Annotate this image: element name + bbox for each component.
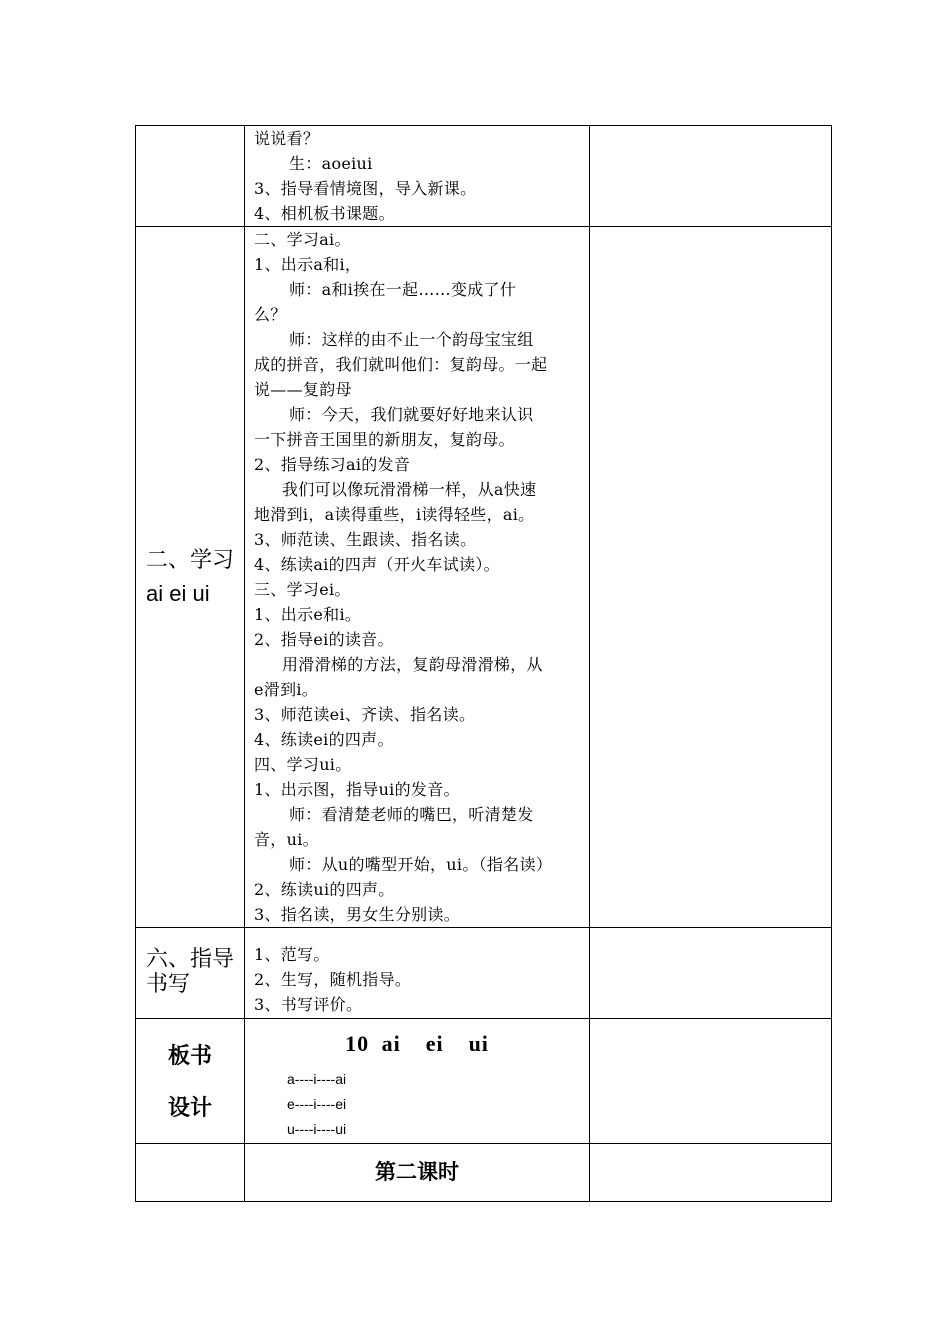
text-line: 3、指导看情境图，导入新课。 xyxy=(254,179,477,198)
section-label xyxy=(136,543,244,611)
content-cell xyxy=(245,928,590,1019)
text-line: 么？ xyxy=(254,305,287,324)
text-line: 一下拼音王国里的新朋友，复韵母。 xyxy=(254,430,515,449)
text-line: 3、师范读ei、齐读、指名读。 xyxy=(254,705,476,724)
section-label-line1: 板书 xyxy=(167,1044,212,1069)
text-line: 我们可以像玩滑滑梯一样，从a快速 xyxy=(282,480,537,499)
text-line: 2、练读ui的四声。 xyxy=(254,880,395,899)
text-line: 音，ui。 xyxy=(254,830,319,849)
section-label xyxy=(136,928,244,996)
text-line: 用滑滑梯的方法，复韵母滑滑梯，从 xyxy=(282,655,543,674)
text-line: 成的拼音，我们就叫他们：复韵母。一起 xyxy=(254,355,548,374)
text-line: 2、指导练习ai的发音 xyxy=(254,455,411,474)
notes-cell xyxy=(590,928,832,1019)
board-line: e----i----ei xyxy=(287,1096,347,1112)
text-line: 1、范写。 xyxy=(254,945,330,964)
label-cell-empty xyxy=(136,126,245,227)
text-line: 地滑到i，a读得重些，i读得轻些，ai。 xyxy=(254,505,535,524)
board-line: a----i----ai xyxy=(287,1071,347,1087)
content-cell xyxy=(245,126,590,227)
notes-cell xyxy=(590,1019,832,1144)
text-line: 师：这样的由不止一个韵母宝宝组 xyxy=(289,330,534,349)
table-row xyxy=(136,1019,832,1144)
table-row xyxy=(136,928,832,1019)
section-label-line2: ai ei ui xyxy=(146,581,210,606)
notes-cell xyxy=(590,1144,832,1202)
text-line: 二、学习ai。 xyxy=(254,230,351,249)
text-line: 3、书写评价。 xyxy=(254,995,363,1014)
text-line: 3、指名读，男女生分别读。 xyxy=(254,905,461,924)
label-cell xyxy=(136,928,245,1019)
text-line: 1、出示a和i， xyxy=(254,255,362,274)
table-row xyxy=(136,227,832,928)
board-lines xyxy=(245,1057,589,1142)
text-line: 师：今天，我们就要好好地来认识 xyxy=(289,405,534,424)
text-line: 四、学习ui。 xyxy=(254,755,352,774)
board-title: 10 ai ei ui xyxy=(345,1031,489,1056)
lesson-plan-table xyxy=(135,125,832,1202)
text-line: 3、师范读、生跟读、指名读。 xyxy=(254,530,477,549)
lesson-heading: 第二课时 xyxy=(375,1160,459,1184)
section-label-line1: 六、指导 xyxy=(146,946,235,971)
text-line: 三、学习ei。 xyxy=(254,580,351,599)
text-line: 说说看？ xyxy=(254,129,320,148)
section-label-line2: 设计 xyxy=(167,1096,212,1121)
table-row xyxy=(136,126,832,227)
notes-cell xyxy=(590,126,832,227)
text-line: 2、生写，随机指导。 xyxy=(254,970,412,989)
table-row xyxy=(136,1144,832,1202)
text-line: 4、练读ei的四声。 xyxy=(254,730,394,749)
section-label-line2: 书写 xyxy=(146,971,191,996)
text-line: 1、出示图，指导ui的发音。 xyxy=(254,780,460,799)
label-cell xyxy=(136,1019,245,1144)
label-cell xyxy=(136,227,245,928)
text-line: 1、出示e和i。 xyxy=(254,605,362,624)
text-line: 4、练读ai的四声（开火车试读）。 xyxy=(254,555,500,574)
row3-content xyxy=(245,928,589,1017)
text-line: e滑到i。 xyxy=(254,680,319,699)
content-cell xyxy=(245,227,590,928)
board-line: u----i----ui xyxy=(287,1121,347,1137)
row2-content xyxy=(245,227,589,927)
text-line: 2、指导ei的读音。 xyxy=(254,630,394,649)
section-label xyxy=(136,1019,244,1135)
notes-cell xyxy=(590,227,832,928)
text-line: 师：a和i挨在一起……变成了什 xyxy=(289,280,517,299)
text-line: 生：aoeiui xyxy=(289,154,373,173)
label-cell-empty xyxy=(136,1144,245,1202)
text-line: 师：看清楚老师的嘴巴，听清楚发 xyxy=(289,805,534,824)
section-label-line1: 二、学习 xyxy=(146,547,235,572)
text-line: 师：从u的嘴型开始，ui。（指名读） xyxy=(289,855,553,874)
lesson-heading-cell xyxy=(245,1144,590,1202)
text-line: 4、相机板书课题。 xyxy=(254,204,395,223)
row1-content xyxy=(245,126,589,226)
board-design-cell xyxy=(245,1019,590,1144)
text-line: 说——复韵母 xyxy=(254,380,352,399)
